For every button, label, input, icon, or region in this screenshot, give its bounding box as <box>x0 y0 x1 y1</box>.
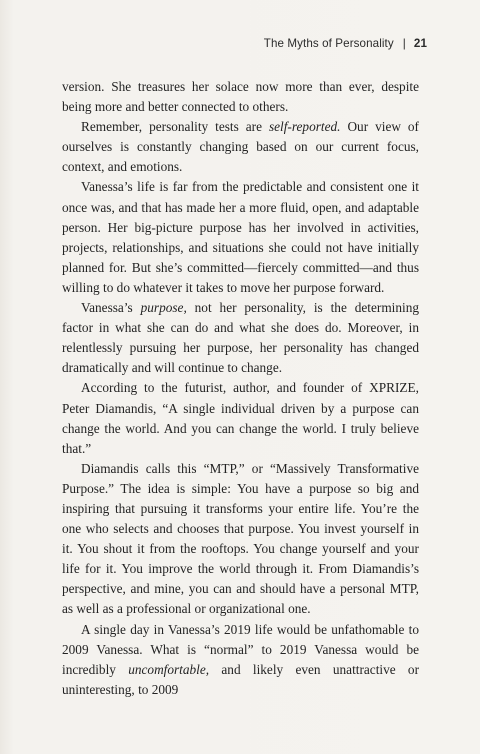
text-run: A single day in Vanessa’s 2019 life would be unfathomable to 2009 Vanessa. What is “normal” to 2019 Vanessa would be incredibly <box>62 621 419 677</box>
text-run: Remember, personality tests are <box>81 119 269 135</box>
italic-text: purpose, <box>140 300 187 316</box>
paragraph-3 <box>62 177 419 298</box>
running-head <box>264 37 427 50</box>
text-run: and likely even unattractive or uninteresting, to 2009 <box>62 661 420 697</box>
body-text <box>62 77 419 700</box>
text-run: Vanessa’s life is far from the predictable and consistent one it once was, and that has made her a more fluid, open, and adaptable person. Her big-picture purpose has her involved in activities, projects, relationships, and situations she could not have initially planned for. But she’s committed—fiercely committed—and thus willing to do whatever it takes to move her purpose forward. <box>62 179 419 295</box>
header-separator: | <box>402 37 406 50</box>
text-run: According to the futurist, author, and founder of XPRIZE, Peter Diamandis, “A single individual driven by a purpose can change the world. And you can change the world. I truly believe that.” <box>62 380 419 456</box>
text-run: Our view of ourselves is constantly changing based on our current focus, context, and emotions. <box>62 119 419 175</box>
italic-text: uncomfortable, <box>128 661 210 677</box>
text-run: Diamandis calls this “MTP,” or “Massively Transformative Purpose.” The idea is simple: You have a purpose so big and inspiring that pursuing it transforms your entire life. You’re the one who selects and chooses that purpose. You invest yourself in it. You shout it from the rooftops. You change yourself and your life for it. You improve the world through it. From Diamandis’s perspective, and mine, you can and should have a personal MTP, as well as a professional or organizational one. <box>62 460 419 617</box>
paragraph-7 <box>62 620 419 700</box>
paragraph-4 <box>62 298 419 378</box>
page-number: 21 <box>413 37 427 50</box>
text-run: version. She treasures her solace now more than ever, despite being more and better connected to others. <box>62 79 419 115</box>
paragraph-2 <box>62 117 419 177</box>
text-run: not her personality, is the determining factor in what she can do and what she does do. Moreover, in relentlessly pursuing her purpose, her personality has changed dramatically and will continue to change. <box>62 300 419 376</box>
chapter-title: The Myths of Personality <box>263 37 394 50</box>
paragraph-1 <box>62 77 419 117</box>
paragraph-6 <box>62 459 419 620</box>
paragraph-5 <box>62 378 419 458</box>
text-run: Vanessa’s <box>81 300 141 316</box>
italic-text: self-reported. <box>268 119 341 135</box>
